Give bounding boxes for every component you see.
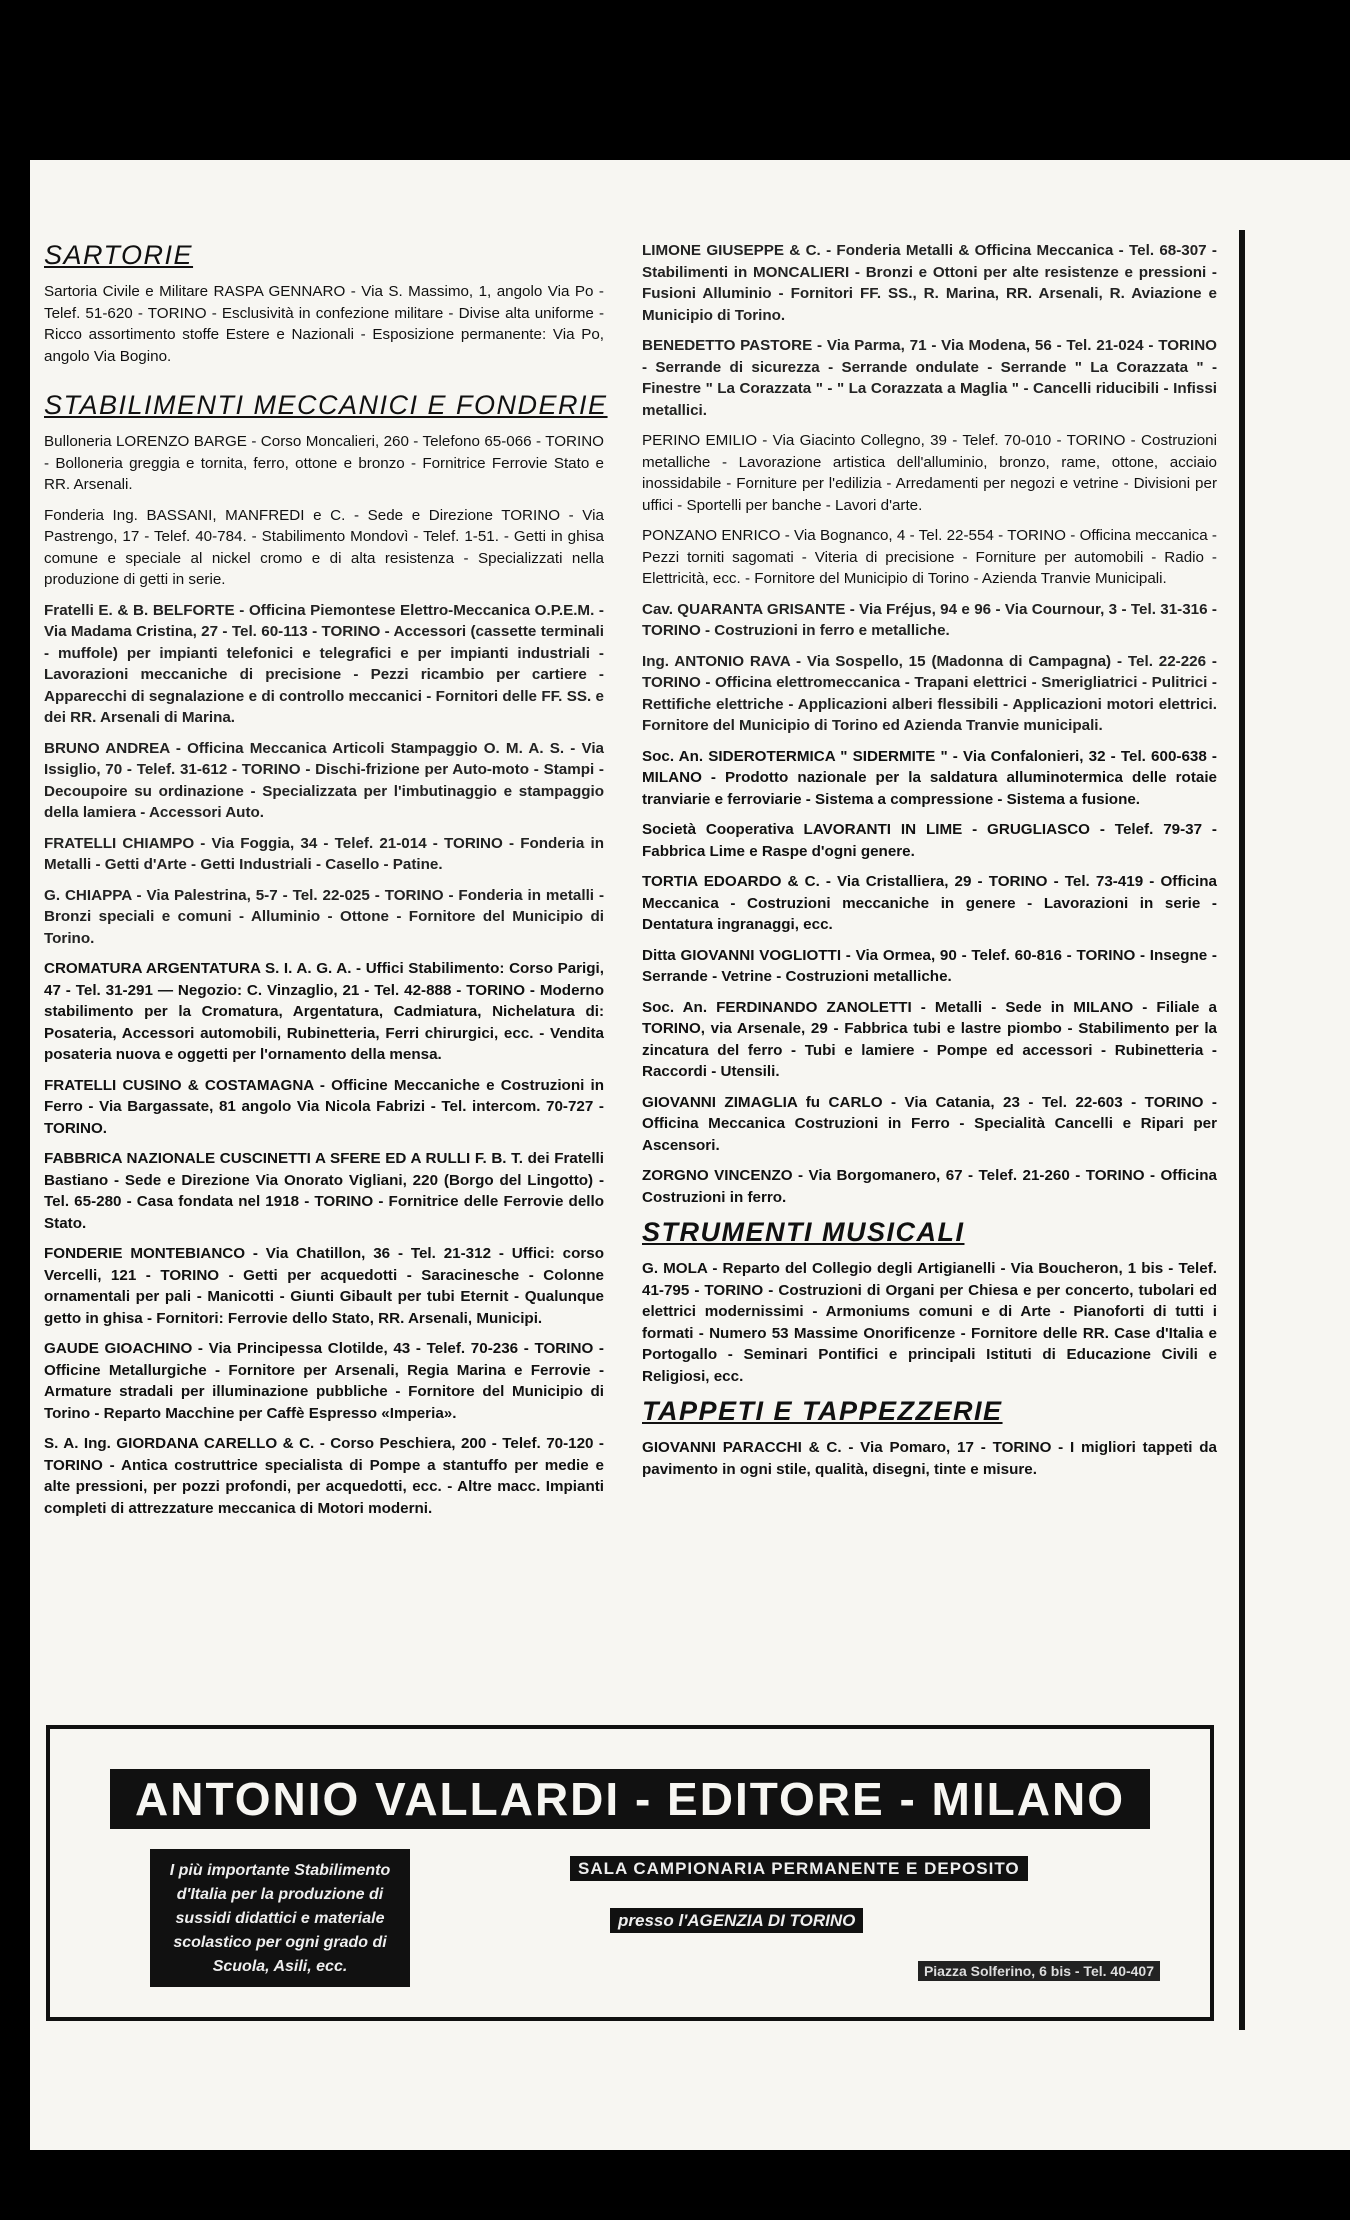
- listing-entry: FRATELLI CHIAMPO - Via Foggia, 34 - Telef. 21-014 - TORINO - Fonderia in Metalli - Getti d'Arte - Getti Industriali - Casello - Patine.: [44, 834, 604, 873]
- section-heading-sartorie: SARTORIE: [44, 240, 194, 270]
- listing-entry: LIMONE GIUSEPPE & C. - Fonderia Metalli & Officina Meccanica - Tel. 68-307 - Stabilimenti in MONCALIERI - Bronzi e Ottoni per alte resistenze e pressioni - Fusioni Alluminio - Fornitori FF. SS., R. Marina, RR. Arsenali, R. Aviazione e Municipio di Torino.: [642, 242, 1217, 324]
- section-heading-strumenti: STRUMENTI MUSICALI: [642, 1217, 965, 1247]
- top-dark-band: [0, 0, 1350, 160]
- ad-line-2: presso l'AGENZIA DI TORINO: [610, 1911, 1090, 1931]
- listing-entry: G. MOLA - Reparto del Collegio degli Artigianelli - Via Boucheron, 1 bis - Telef. 41-795 - TORINO - Costruzioni di Organi per Chiesa e per concerto, tubolari ed elettrici modernissimi - Armoniums comuni e di Arte - Pianoforti di tutti i formati - Numero 53 Massime Onorificenze - Fornitore delle RR. Case d'Italia e Portogallo - Seminari Pontifici e principali Istituti di Educazione Civili e Religiosi, ecc.: [642, 1260, 1217, 1385]
- listing-entry: G. CHIAPPA - Via Palestrina, 5-7 - Tel. 22-025 - TORINO - Fonderia in metalli - Bronzi speciali e comuni - Alluminio - Ottone - Fornitore del Municipio di Torino.: [44, 886, 604, 947]
- listing-entry: Sartoria Civile e Militare RASPA GENNARO - Via S. Massimo, 1, angolo Via Po - Telef. 51-620 - TORINO - Esclusività in confezione militare - Divise alta uniforme - Ricco assortimento stoffe Estere e Nazionali - Esposizione permanente: Via Po, angolo Via Bogino.: [44, 283, 604, 365]
- listing-entry: FRATELLI CUSINO & COSTAMAGNA - Officine Meccaniche e Costruzioni in Ferro - Via Bargassate, 81 angolo Via Nicola Fabrizi - Tel. intercom. 70-727 - TORINO.: [44, 1076, 604, 1137]
- listing-entry: BENEDETTO PASTORE - Via Parma, 71 - Via Modena, 56 - Tel. 21-024 - TORINO - Serrande di sicurezza - Serrande ondulate - Serrande " La Corazzata " - Finestre " La Corazzata " - " La Corazzata a Maglia " - Cancelli riducibili - Infissi metallici.: [642, 337, 1217, 419]
- listing-entry: Ing. ANTONIO RAVA - Via Sospello, 15 (Madonna di Campagna) - Tel. 22-226 - TORINO - Officina elettromeccanica - Trapani elettrici - Smerigliatrici - Pulitrici - Rettifiche elettriche - Applicazioni alberi flessibili - Applicazioni motori elettrici. Fornitore del Municipio di Torino ed Azienda Tranvie municipali.: [642, 652, 1217, 734]
- bottom-dark-band: [0, 2150, 1350, 2220]
- listing-entry: FABBRICA NAZIONALE CUSCINETTI A SFERE ED A RULLI F. B. T. dei Fratelli Bastiano - Sede e Direzione Via Onorato Vigliani, 220 (Borgo del Lingotto) - Tel. 65-280 - Casa fondata nel 1918 - TORINO - Fornitrice delle Ferrovie dello Stato.: [44, 1150, 604, 1232]
- listing-entry: Società Cooperativa LAVORANTI IN LIME - GRUGLIASCO - Telef. 79-37 - Fabbrica Lime e Raspe d'ogni genere.: [642, 821, 1217, 860]
- listing-entry: Cav. QUARANTA GRISANTE - Via Fréjus, 94 e 96 - Via Cournour, 3 - Tel. 31-316 - TORINO - Costruzioni in ferro e metalliche.: [642, 600, 1217, 639]
- advertisement-box: [46, 1725, 1214, 2021]
- listing-entry: TORTIA EDOARDO & C. - Via Cristalliera, 29 - TORINO - Tel. 73-419 - Officina Meccanica - Costruzioni meccaniche in genere - Lavorazioni in serie - Dentatura ingranaggi, ecc.: [642, 873, 1217, 933]
- ad-line-1: SALA CAMPIONARIA PERMANENTE E DEPOSITO: [570, 1859, 1150, 1879]
- left-column: [44, 240, 608, 1528]
- listing-entry: Soc. An. SIDEROTERMICA " SIDERMITE " - Via Confalonieri, 32 - Tel. 600-638 - MILANO - Prodotto nazionale per la saldatura alluminotermica delle rotaie tranviarie e ferroviarie - Sistema a compressione - Sistema a fusione.: [642, 747, 1217, 808]
- listing-entry: Ditta GIOVANNI VOGLIOTTI - Via Ormea, 90 - Telef. 60-816 - TORINO - Insegne - Serrande - Vetrine - Costruzioni metalliche.: [642, 946, 1217, 985]
- listing-entry: Bulloneria LORENZO BARGE - Corso Moncalieri, 260 - Telefono 65-066 - TORINO - Bolloneria greggia e tornita, ferro, ottone e bronzo - Fornitrice Ferrovie Stato e RR. Arsenali.: [44, 433, 604, 493]
- listing-entry: S. A. Ing. GIORDANA CARELLO & C. - Corso Peschiera, 200 - Telef. 70-120 - TORINO - Antica costruttrice specialista di Pompe a stantuffo per medie e alte pressioni, per pozzi profondi, per acquedotti, ecc. - Altre macc. Impianti completi di attrezzature meccanica di Motori moderni.: [44, 1435, 604, 1517]
- listing-entry: PERINO EMILIO - Via Giacinto Collegno, 39 - Telef. 70-010 - TORINO - Costruzioni metalliche - Lavorazione artistica dell'alluminio, bronzo, rame, ottone, acciaio inossidabile - Forniture per l'edilizia - Arredamenti per negozi e vetrine - Divisioni per uffici - Sportelli per banche - Lavori d'arte.: [642, 432, 1217, 514]
- section-heading-stabilimenti: STABILIMENTI MECCANICI E FONDERIE: [44, 390, 608, 420]
- listing-entry: GIOVANNI ZIMAGLIA fu CARLO - Via Catania, 23 - Tel. 22-603 - TORINO - Officina Meccanica Costruzioni in Ferro - Specialità Cancelli e Ripari per Ascensori.: [642, 1093, 1217, 1154]
- listing-entry: GIOVANNI PARACCHI & C. - Via Pomaro, 17 - TORINO - I migliori tappeti da pavimento in ogni stile, qualità, disegni, tinte e misure.: [642, 1439, 1217, 1478]
- listing-entry: PONZANO ENRICO - Via Bognanco, 4 - Tel. 22-554 - TORINO - Officina meccanica - Pezzi torniti sagomati - Viteria di precisione - Forniture per automobili - Radio - Elettricità, ecc. - Fornitore del Municipio di Torino - Azienda Tranvie Municipali.: [642, 527, 1217, 587]
- right-column: [642, 240, 1217, 1489]
- ad-line-3: Piazza Solferino, 6 bis - Tel. 40-407: [870, 1963, 1160, 1979]
- right-margin-rule: [1239, 230, 1245, 2030]
- listing-entry: Fratelli E. & B. BELFORTE - Officina Piemontese Elettro-Meccanica O.P.E.M. - Via Madama Cristina, 27 - Tel. 60-113 - TORINO - Accessori (cassette terminali - muffole) per impianti telefonici e telegrafici e per impianti industriali - Lavorazioni meccaniche di precisione - Pezzi ricambio per cartiere - Apparecchi di segnalazione e di controllo meccanici - Fornitori delle FF. SS. e dei RR. Arsenali di Marina.: [44, 601, 604, 726]
- listing-entry: Fonderia Ing. BASSANI, MANFREDI e C. - Sede e Direzione TORINO - Via Pastrengo, 17 - Telef. 40-784. - Stabilimento Mondovì - Telef. 1-51. - Getti in ghisa comune e speciale al nickel cromo e di alta resistenza - Specializzati nella produzione di getti in serie.: [44, 506, 604, 588]
- directory-page: [30, 160, 1350, 2150]
- listing-entry: BRUNO ANDREA - Officina Meccanica Articoli Stampaggio O. M. A. S. - Via Issiglio, 70 - Telef. 31-612 - TORINO - Dischi-frizione per Auto-moto - Stampi - Decoupoire su ordinazione - Specializzata per l'imbutinaggio e stampaggio della lamiera - Accessori Auto.: [44, 739, 604, 821]
- listing-entry: Soc. An. FERDINANDO ZANOLETTI - Metalli - Sede in MILANO - Filiale a TORINO, via Arsenale, 29 - Fabbrica tubi e lastre piombo - Stabilimento per la zincatura del ferro - Tubi e lamiere - Pompe ed accessori - Rubinetteria - Raccordi - Utensili.: [642, 998, 1217, 1080]
- listing-entry: CROMATURA ARGENTATURA S. I. A. G. A. - Uffici Stabilimento: Corso Parigi, 47 - Tel. 31-291 — Negozio: C. Vinzaglio, 21 - Tel. 42-888 - TORINO - Moderno stabilimento per la Cromatura, Argentatura, Cadmiatura, Nichelatura di: Posateria, Accessori automobili, Rubinetteria, Ferri chirurgici, ecc. - Vendita posateria nuova e oggetti per l'ornamento della mensa.: [44, 960, 604, 1063]
- listing-entry: ZORGNO VINCENZO - Via Borgomanero, 67 - Telef. 21-260 - TORINO - Officina Costruzioni in ferro.: [642, 1167, 1217, 1206]
- ad-tagline: I più importante Stabilimento d'Italia per la produzione di sussidi didattici e materiale scolastico per ogni grado di Scuola, Asili, ecc.: [150, 1849, 410, 1987]
- left-dark-edge: [0, 0, 30, 2220]
- section-heading-tappeti: TAPPETI E TAPPEZZERIE: [642, 1396, 1003, 1426]
- listing-entry: GAUDE GIOACHINO - Via Principessa Clotilde, 43 - Telef. 70-236 - TORINO - Officine Metallurgiche - Fornitore per Arsenali, Regia Marina e Ferrovie - Armature stradali per illuminazione pubbliche - Fornitore del Municipio di Torino - Reparto Macchine per Caffè Espresso «Imperia».: [44, 1340, 604, 1422]
- listing-entry: FONDERIE MONTEBIANCO - Via Chatillon, 36 - Tel. 21-312 - Uffici: corso Vercelli, 121 - TORINO - Getti per acquedotti - Saracinesche - Colonne ornamentali per pali - Manicotti - Giunti Gibault per tubi Eternit - Qualunque getto in ghisa - Fornitori: Ferrovie dello Stato, RR. Arsenali, Municipi.: [44, 1245, 604, 1327]
- ad-title: ANTONIO VALLARDI - EDITORE - MILANO: [110, 1769, 1150, 1829]
